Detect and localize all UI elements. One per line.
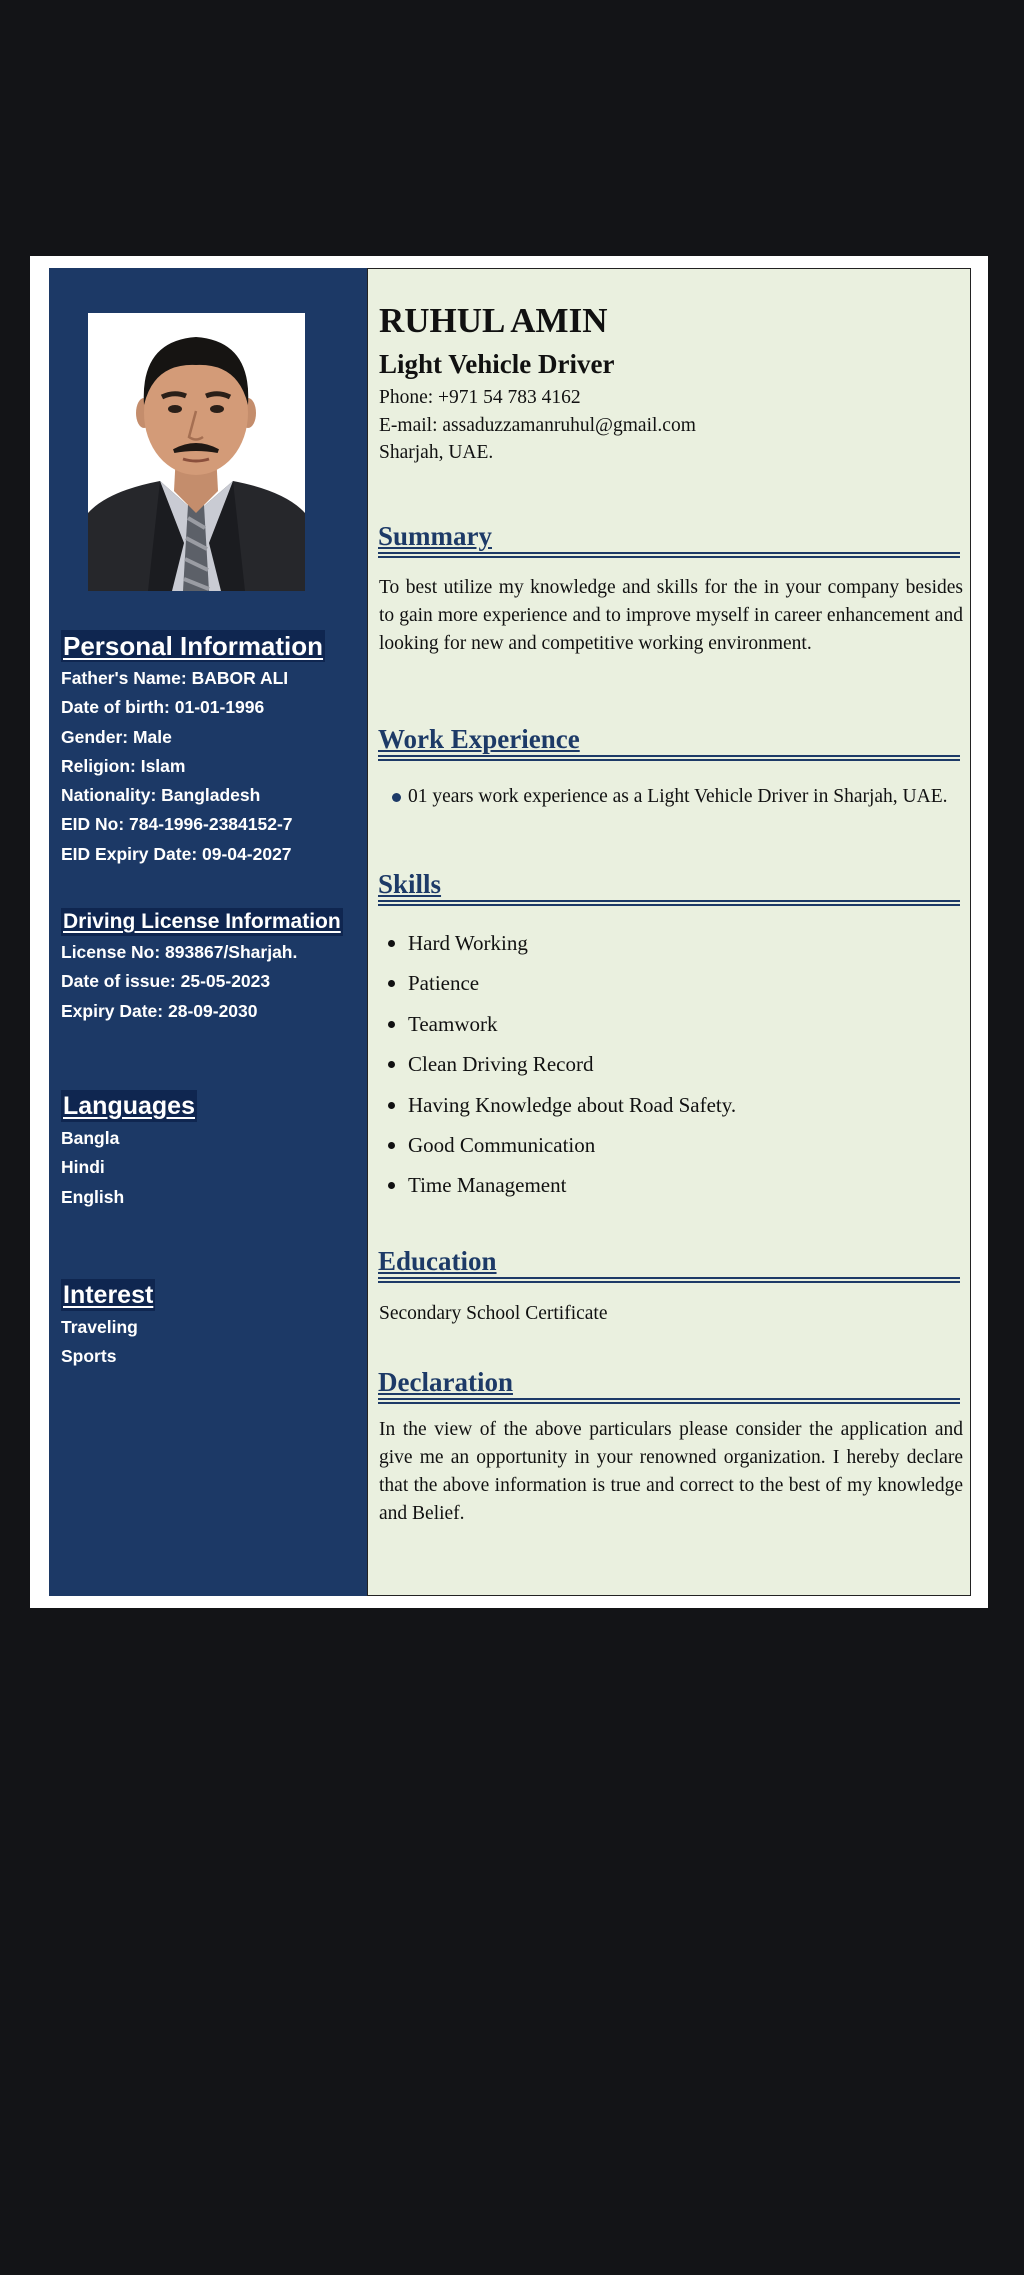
bullet-icon — [388, 1142, 395, 1149]
resume-page — [30, 256, 988, 1608]
nationality: Nationality: Bangladesh — [61, 785, 261, 806]
summary-text: To best utilize my knowledge and skills for the in your company besides to gain more experience and to improve myself in career enhancement and looking for new and competitive working environment. — [379, 577, 963, 654]
bullet-icon — [388, 1102, 395, 1109]
fathers-name: Father's Name: BABOR ALI — [61, 668, 289, 688]
skills-heading: Skills — [378, 868, 960, 906]
interest-item: Traveling — [61, 1317, 138, 1337]
languages-list — [61, 1124, 197, 1212]
language-item: Hindi — [61, 1157, 105, 1178]
candidate-name: RUHUL AMIN — [379, 301, 608, 340]
interest-list — [61, 1313, 155, 1372]
bullet-icon — [388, 1061, 395, 1068]
email: E-mail: assaduzzamanruhul@gmail.com — [379, 414, 696, 436]
skill-item: Good Communication — [379, 1125, 736, 1165]
eid-expiry-date: EID Expiry Date: 09-04-2027 — [61, 843, 292, 864]
license-expiry-date: Expiry Date: 28-09-2030 — [61, 1000, 258, 1021]
skill-item: Patience — [379, 963, 736, 1003]
driving-license-section — [61, 908, 343, 1026]
personal-information-heading: Personal Information — [63, 631, 324, 661]
bullet-icon — [388, 1182, 395, 1189]
education-text: Secondary School Certificate — [379, 1303, 608, 1324]
skills-list — [379, 923, 736, 1206]
language-item: English — [61, 1186, 125, 1207]
skill-item: Clean Driving Record — [379, 1044, 736, 1084]
phone: Phone: +971 54 783 4162 — [379, 387, 581, 408]
interest-item: Sports — [61, 1346, 117, 1367]
interest-heading: Interest — [63, 1281, 154, 1309]
religion: Religion: Islam — [61, 755, 186, 776]
contact-block — [379, 384, 696, 467]
skill-item: Having Knowledge about Road Safety. — [379, 1085, 736, 1125]
license-number: License No: 893867/Sharjah. — [61, 942, 298, 962]
work-experience-list — [408, 785, 960, 809]
profile-photo — [88, 313, 305, 591]
education-heading: Education — [378, 1245, 960, 1283]
skill-item: Teamwork — [379, 1004, 736, 1044]
eid-number: EID No: 784-1996-2384152-7 — [61, 814, 293, 835]
date-of-birth: Date of birth: 01-01-1996 — [61, 697, 265, 718]
declaration-text: In the view of the above particulars please consider the application and give me an opportunity in your renowned organization. I hereby declare that the above information is true and correct to the best of my knowledge and Belief. — [379, 1419, 963, 1524]
driving-license-list — [61, 938, 343, 1026]
bullet-icon — [392, 793, 401, 802]
gender: Gender: Male — [61, 726, 172, 747]
location: Sharjah, UAE. — [379, 442, 494, 463]
work-experience-item: 01 years work experience as a Light Vehicle Driver in Sharjah, UAE. — [408, 786, 948, 807]
interest-section — [61, 1279, 155, 1372]
declaration-heading: Declaration — [378, 1366, 960, 1404]
profile-photo-image — [88, 313, 305, 591]
driving-license-heading: Driving License Information — [61, 908, 343, 936]
license-issue-date: Date of issue: 25-05-2023 — [61, 971, 271, 992]
personal-information-section — [61, 630, 325, 869]
language-item: Bangla — [61, 1128, 120, 1148]
resume-main — [367, 268, 971, 1596]
job-title: Light Vehicle Driver — [379, 349, 615, 379]
skill-item: Hard Working — [379, 923, 736, 963]
summary-heading: Summary — [378, 520, 960, 558]
work-experience-heading: Work Experience — [378, 723, 960, 761]
bullet-icon — [388, 980, 395, 987]
bullet-icon — [388, 940, 395, 947]
personal-information-list — [61, 664, 325, 869]
bullet-icon — [388, 1021, 395, 1028]
languages-section — [61, 1090, 197, 1212]
resume-sidebar — [49, 268, 367, 1596]
languages-heading: Languages — [63, 1092, 195, 1120]
skill-item: Time Management — [379, 1165, 736, 1205]
